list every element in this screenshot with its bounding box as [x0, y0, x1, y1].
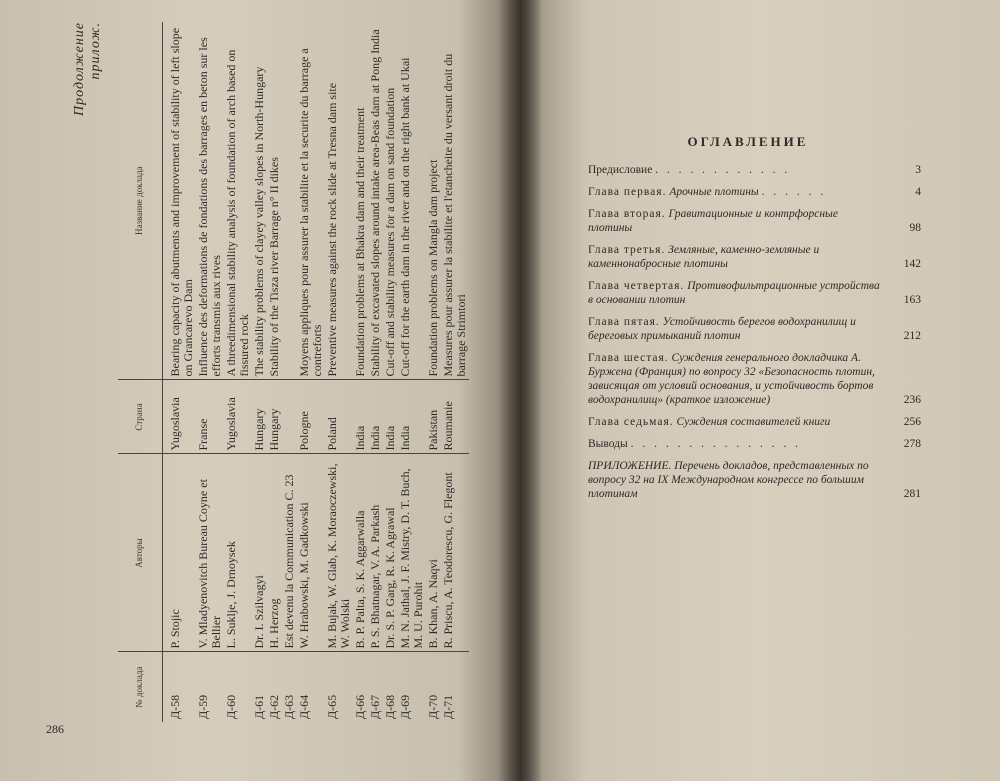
toc-entry-title: Суждения генерального докладчика А. Бурженa (Франция) по вопросу 32 «Безопасность плотин, зависящая от условий основания, и устойчивость бортов водохранилищ» (краткое изложение)	[588, 352, 875, 406]
report-title: Moyens appliques pour assurer la stabilite et la securite du barrage a contreforts	[297, 22, 325, 380]
toc-entry-page: 98	[909, 222, 921, 234]
report-title: The stability problems of clayey valley slopes in North-Hungary	[252, 22, 267, 380]
report-title: Measures pour assurer la stabilite et l'etancheite du versant droit du barrage Strimtori	[441, 22, 469, 380]
toc-entry-page: 4	[915, 186, 921, 198]
report-title: Foundation problems on Mangla dam project	[426, 22, 441, 380]
toc-entry-lead: Глава седьмая.	[588, 416, 674, 428]
book-spine-shadow	[498, 0, 542, 781]
toc-entry-page: 3	[915, 164, 921, 176]
header-number: № доклада	[118, 652, 162, 722]
report-country: Yugoslavia	[162, 380, 196, 454]
report-country: Poland	[325, 380, 353, 454]
report-number: Д-71	[440, 694, 455, 719]
table-row	[426, 22, 441, 722]
toc-entry-title: Противофильтрационные устройства в основании плотин	[588, 280, 880, 306]
report-title: Influence des deformations de fondations des barrages en beton sur les efforts transmis aux rives	[196, 22, 224, 380]
report-title: Cut-off and stability measures for a dam on sand foundation	[383, 22, 398, 380]
report-number: Д-67	[367, 694, 382, 719]
report-number: Д-61	[251, 694, 266, 719]
report-authors: Dr. S. P. Garg, R. K. Agrawal	[383, 454, 398, 652]
report-authors: W. Hrabowski, M. Gadkowski	[297, 454, 325, 652]
contents-heading: ОГЛАВЛЕНИЕ	[687, 134, 809, 149]
toc-entry-title: Гравитационные и контрфорсные плотины	[588, 208, 838, 234]
leader-dots: . . . . . . . . . . . .	[655, 164, 791, 176]
table-row	[196, 22, 224, 722]
toc-entry-title: Устойчивость берегов водохранилищ и береговых примыканий плотин	[588, 316, 856, 342]
table-row	[162, 22, 196, 722]
table-row	[441, 22, 469, 722]
toc-entry-page: 281	[903, 488, 921, 500]
toc-entry-title: ПРИЛОЖЕНИЕ. Перечень докладов, представленных по вопросу 32 на IX Международном конгрессе по большим плотинам	[588, 460, 869, 500]
toc-entry	[588, 415, 921, 429]
toc-entry-title: Предисловие	[588, 164, 653, 176]
report-number: Д-62	[266, 694, 281, 719]
report-country: India	[353, 380, 368, 454]
table-row	[383, 22, 398, 722]
report-authors: Est devenu la Communication C. 23	[282, 454, 297, 652]
report-authors: B. P. Palta, S. K. Aggarwalla	[353, 454, 368, 652]
report-authors: H. Herzog	[267, 454, 282, 652]
report-number: Д-65	[324, 694, 339, 719]
report-authors: P. Stojic	[162, 454, 196, 652]
report-authors: B. Khan, A. Naqvi	[426, 454, 441, 652]
toc-entry-lead: Глава пятая.	[588, 316, 660, 328]
table-row	[252, 22, 267, 722]
toc-entry-page: 278	[903, 438, 921, 450]
toc-entry-page: 212	[903, 330, 921, 342]
table-row	[224, 22, 252, 722]
report-number: Д-64	[296, 694, 311, 719]
report-authors: Dr. I. Szilvagyi	[252, 454, 267, 652]
toc-entry-page: 142	[903, 258, 921, 270]
report-title: Stability of excavated slopes around intake area-Beas dam at Pong India	[368, 22, 383, 380]
report-title: Preventive measures against the rock slide at Tresna dam site	[325, 22, 353, 380]
toc-entry	[588, 315, 921, 343]
table-of-contents	[588, 163, 921, 509]
toc-entry	[588, 459, 921, 501]
report-authors: M. Bujak, W. Glab, K. Moraoczewski, W. Wolski	[325, 454, 353, 652]
report-title: Bearing capacity of abutments and improvement of stability of left slope on Grancarevo Dam	[162, 22, 196, 380]
reports-table	[118, 22, 469, 722]
toc-entry-lead: Глава первая.	[588, 186, 667, 198]
report-number: Д-69	[397, 694, 412, 719]
toc-entry-title: Выводы	[588, 438, 628, 450]
report-authors: V. Mladyenovitch Bureau Coyne et Bellier	[196, 454, 224, 652]
toc-entry-lead: Глава вторая.	[588, 208, 666, 220]
table-row	[297, 22, 325, 722]
report-number: Д-68	[382, 694, 397, 719]
report-country: Roumanie	[441, 380, 469, 454]
header-authors: Авторы	[118, 454, 162, 652]
report-authors: L. Suklje, J. Drnoysek	[224, 454, 252, 652]
report-authors: P. S. Bhatnagar, V. A. Parkash	[368, 454, 383, 652]
report-authors: R. Priscu, A. Teodorescu, G. Flegont	[441, 454, 469, 652]
header-country: Страна	[118, 380, 162, 454]
toc-entry	[588, 163, 921, 177]
table-row	[325, 22, 353, 722]
page-number-left: 286	[46, 722, 64, 736]
report-title: A threedimensional stability analysis of foundation of arch based on fissured rock	[224, 22, 252, 380]
report-number: Д-59	[195, 694, 210, 719]
report-number: Д-60	[223, 694, 238, 719]
toc-entry-title: Земляные, каменно-земляные и каменнонабросные плотины	[588, 244, 820, 270]
table-row	[353, 22, 368, 722]
report-title: Foundation problems at Bhakra dam and their treatment	[353, 22, 368, 380]
report-country: Hungary	[267, 380, 282, 454]
report-country: Pakistan	[426, 380, 441, 454]
toc-entry-page: 163	[903, 294, 921, 306]
running-title: Продолжение прилож.	[72, 22, 103, 116]
toc-entry	[588, 279, 921, 307]
report-country: Franse	[196, 380, 224, 454]
report-country: India	[383, 380, 398, 454]
report-country: India	[398, 380, 426, 454]
toc-entry	[588, 185, 921, 199]
toc-entry	[588, 243, 921, 271]
report-title	[282, 22, 297, 380]
report-number: Д-63	[281, 694, 296, 719]
report-number: Д-58	[167, 694, 182, 719]
rotated-table-block	[72, 22, 472, 722]
report-country: India	[368, 380, 383, 454]
header-title: Название доклада	[118, 22, 162, 380]
report-authors: M. N. Jathal, J. F. Mistry, D. T. Buch, M. U. Purohit	[398, 454, 426, 652]
report-country: Hungary	[252, 380, 267, 454]
table-row	[267, 22, 282, 722]
leader-dots: . . . . . . . . . . . . . . .	[630, 438, 801, 450]
toc-entry-title: Суждения составителей книги	[676, 416, 831, 428]
toc-entry-title: Арочные плотины	[669, 186, 759, 198]
table-row	[282, 22, 297, 722]
report-country: Pologne	[297, 380, 325, 454]
table-row	[368, 22, 383, 722]
report-country: Yugoslavia	[224, 380, 252, 454]
toc-entry-lead: Глава шестая.	[588, 352, 669, 364]
leader-dots: . . . . . .	[761, 186, 827, 198]
report-title: Cut-off for the earth dam in the river and on the right bank at Ukai	[398, 22, 426, 380]
toc-entry-page: 236	[903, 394, 921, 406]
toc-entry	[588, 351, 921, 407]
toc-entry	[588, 437, 921, 451]
report-number: Д-70	[425, 694, 440, 719]
report-number: Д-66	[352, 694, 367, 719]
report-country	[282, 380, 297, 454]
report-title: Stability of the Tisza river Barrage n° II dikes	[267, 22, 282, 380]
toc-entry-page: 256	[903, 416, 921, 428]
toc-entry-lead: Глава четвертая.	[588, 280, 685, 292]
table-row	[398, 22, 426, 722]
toc-entry-lead: Глава третья.	[588, 244, 666, 256]
toc-entry	[588, 207, 921, 235]
